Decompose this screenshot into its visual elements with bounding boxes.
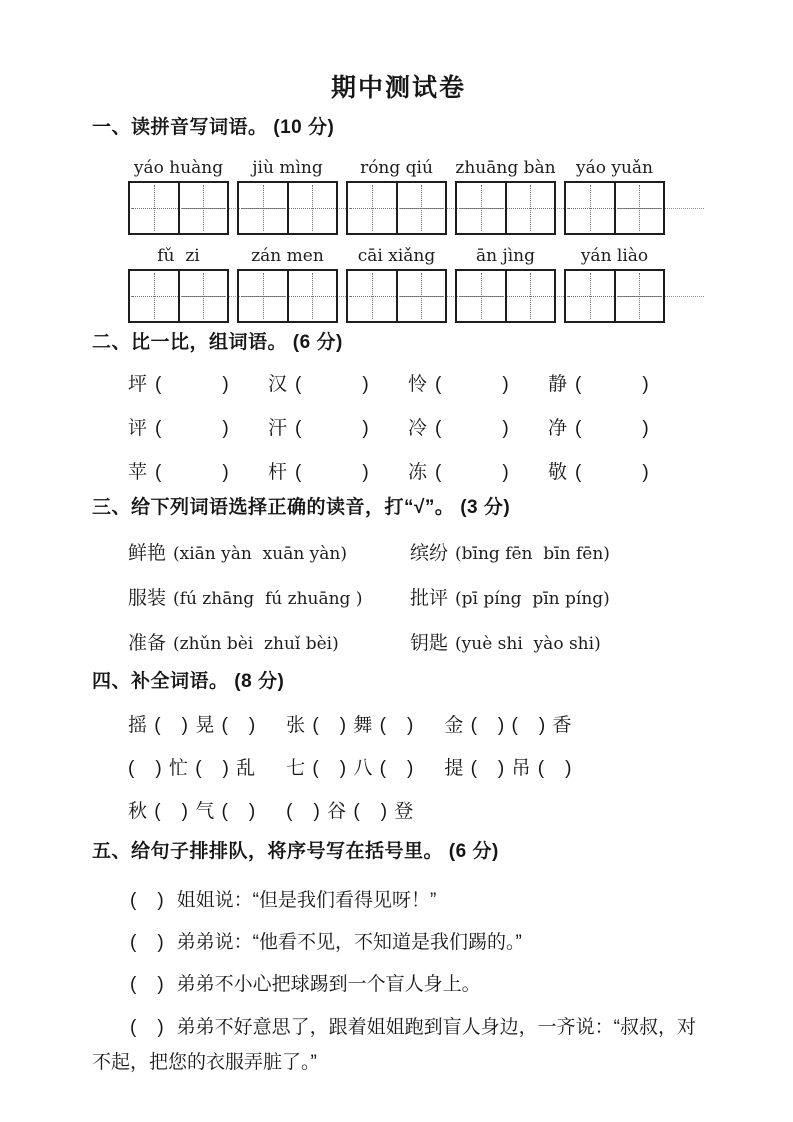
order-blank[interactable]: ( ) xyxy=(130,890,165,912)
compare-char: 杆 xyxy=(268,462,288,484)
pinyin-write-group xyxy=(237,157,338,235)
answer-blank[interactable]: ( ) xyxy=(435,462,510,484)
pronunciation-item xyxy=(410,538,705,565)
pronunciation-item xyxy=(410,628,705,655)
writing-cell[interactable] xyxy=(130,271,178,321)
idiom-rows xyxy=(128,710,705,823)
pinyin-label: ān jìng xyxy=(475,245,536,266)
writing-cell[interactable] xyxy=(239,183,287,233)
pronunciation-grid xyxy=(128,538,705,655)
compare-word-item xyxy=(548,369,688,396)
writing-cell[interactable] xyxy=(287,271,337,321)
compare-char: 坪 xyxy=(128,374,148,396)
page-title: 期中测试卷 xyxy=(330,74,466,102)
writing-box[interactable] xyxy=(128,181,229,235)
pronunciation-options[interactable]: (bīng fēn bīn fēn) xyxy=(455,543,610,564)
pinyin-write-group xyxy=(455,157,556,235)
pronunciation-options[interactable]: (yuè shi yào shi) xyxy=(455,633,601,654)
order-blank[interactable]: ( ) xyxy=(130,1016,165,1038)
idiom-blank-group[interactable]: 秋 ( ) 气 ( ) xyxy=(128,800,257,822)
section-complete-idioms xyxy=(92,669,705,823)
writing-box[interactable] xyxy=(564,181,665,235)
writing-cell[interactable] xyxy=(614,271,664,321)
section-compare-form-words xyxy=(92,330,705,485)
idiom-blank-group[interactable]: 提 ( ) 吊 ( ) xyxy=(444,757,573,779)
word: 服装 xyxy=(128,587,167,609)
writing-box[interactable] xyxy=(237,269,338,323)
section-choose-pronunciation xyxy=(92,495,705,655)
pinyin-label: fǔ zi xyxy=(157,245,200,266)
compare-word-item xyxy=(268,457,408,484)
writing-cell[interactable] xyxy=(348,183,396,233)
idiom-row xyxy=(128,753,705,780)
compare-char: 敬 xyxy=(548,462,568,484)
writing-cell[interactable] xyxy=(130,183,178,233)
sentence-item xyxy=(92,925,705,960)
answer-blank[interactable]: ( ) xyxy=(295,418,370,440)
sentence-item xyxy=(92,967,705,1002)
idiom-row xyxy=(128,710,705,737)
compare-char: 冻 xyxy=(408,462,428,484)
compare-char: 冷 xyxy=(408,418,428,440)
pinyin-label: yáo yuǎn xyxy=(575,157,653,178)
writing-box[interactable] xyxy=(455,269,556,323)
pinyin-label: yán liào xyxy=(580,245,649,266)
writing-cell[interactable] xyxy=(457,271,505,321)
answer-blank[interactable]: ( ) xyxy=(295,374,370,396)
pinyin-write-group xyxy=(128,245,229,323)
pinyin-label: cāi xiǎng xyxy=(357,245,436,266)
section-read-pinyin-write-words xyxy=(92,115,705,323)
answer-blank[interactable]: ( ) xyxy=(575,418,650,440)
pronunciation-options[interactable]: (xiān yàn xuān yàn) xyxy=(173,543,347,564)
word: 钥匙 xyxy=(410,632,449,654)
idiom-blank-group[interactable]: ( ) 忙 ( ) 乱 xyxy=(128,757,257,779)
word: 准备 xyxy=(128,632,167,654)
pinyin-label: zhuāng bàn xyxy=(455,157,556,178)
section-one-heading: 一、读拼音写词语。 (10 分) xyxy=(92,117,335,138)
pinyin-write-group xyxy=(128,157,229,235)
writing-box[interactable] xyxy=(346,181,447,235)
word: 缤纷 xyxy=(410,542,449,564)
sentence-text: 弟弟不好意思了，跟着姐姐跑到盲人身边，一齐说：“叔叔，对不起，把您的衣服弄脏了。” xyxy=(92,1016,696,1073)
pinyin-write-group xyxy=(564,157,665,235)
sentence-text: 弟弟不小心把球踢到一个盲人身上。 xyxy=(176,974,481,996)
answer-blank[interactable]: ( ) xyxy=(575,462,650,484)
sentence-item xyxy=(92,1010,705,1080)
answer-blank[interactable]: ( ) xyxy=(295,462,370,484)
writing-cell[interactable] xyxy=(287,183,337,233)
writing-cell[interactable] xyxy=(396,183,446,233)
writing-cell[interactable] xyxy=(396,271,446,321)
section-two-heading: 二、比一比，组词语。 (6 分) xyxy=(92,331,343,353)
pronunciation-options[interactable]: (pī píng pīn píng) xyxy=(455,588,610,609)
pinyin-grid-row-2 xyxy=(128,245,705,323)
compare-word-item xyxy=(128,413,268,440)
compare-word-item xyxy=(408,369,548,396)
section-three-heading: 三、给下列词语选择正确的读音，打“√”。 (3 分) xyxy=(92,497,511,519)
writing-cell[interactable] xyxy=(239,271,287,321)
writing-box[interactable] xyxy=(455,181,556,235)
writing-box[interactable] xyxy=(237,181,338,235)
writing-box[interactable] xyxy=(564,269,665,323)
idiom-blank-group[interactable]: 张 ( ) 舞 ( ) xyxy=(286,714,415,736)
idiom-blank-group[interactable]: ( ) 谷 ( ) 登 xyxy=(286,800,415,822)
writing-cell[interactable] xyxy=(348,271,396,321)
answer-blank[interactable]: ( ) xyxy=(435,418,510,440)
section-order-sentences xyxy=(92,839,705,1080)
compare-word-item xyxy=(408,457,548,484)
compare-word-item xyxy=(268,413,408,440)
idiom-blank-group[interactable]: 摇 ( ) 晃 ( ) xyxy=(128,714,257,736)
sentence-text: 姐姐说：“但是我们看得见呀！” xyxy=(176,890,437,912)
section-four-heading: 四、补全词语。 (8 分) xyxy=(92,670,285,692)
writing-box[interactable] xyxy=(128,269,229,323)
writing-cell[interactable] xyxy=(178,271,228,321)
compare-char: 苹 xyxy=(128,462,148,484)
compare-word-item xyxy=(128,457,268,484)
pinyin-write-group xyxy=(346,157,447,235)
compare-word-item xyxy=(128,369,268,396)
writing-box[interactable] xyxy=(346,269,447,323)
answer-blank[interactable]: ( ) xyxy=(575,374,650,396)
pinyin-write-group xyxy=(346,245,447,323)
pinyin-write-group xyxy=(237,245,338,323)
compare-word-item xyxy=(548,413,688,440)
sentence-item xyxy=(92,883,705,918)
pinyin-grid-row-1 xyxy=(128,157,705,235)
pinyin-label: zán men xyxy=(251,245,324,266)
idiom-row xyxy=(128,796,705,823)
writing-cell[interactable] xyxy=(566,183,614,233)
pinyin-label: róng qiú xyxy=(360,157,433,178)
order-blank[interactable]: ( ) xyxy=(130,932,165,954)
writing-cell[interactable] xyxy=(178,183,228,233)
compare-word-item xyxy=(268,369,408,396)
idiom-blank-group[interactable]: 七 ( ) 八 ( ) xyxy=(286,757,415,779)
writing-cell[interactable] xyxy=(457,183,505,233)
pronunciation-item xyxy=(128,583,410,610)
answer-blank[interactable]: ( ) xyxy=(435,374,510,396)
writing-cell[interactable] xyxy=(505,271,555,321)
section-five-heading: 五、给句子排排队，将序号写在括号里。 (6 分) xyxy=(92,840,499,862)
compare-char: 净 xyxy=(548,418,568,440)
compare-words-grid xyxy=(128,369,688,484)
pronunciation-item xyxy=(410,583,705,610)
pronunciation-options[interactable]: (zhǔn bèi zhuǐ bèi) xyxy=(173,633,339,654)
word: 批评 xyxy=(410,587,449,609)
answer-blank[interactable]: ( ) xyxy=(155,418,230,440)
answer-blank[interactable]: ( ) xyxy=(155,462,230,484)
compare-char: 汗 xyxy=(268,418,288,440)
word: 鲜艳 xyxy=(128,542,167,564)
pronunciation-item xyxy=(128,628,410,655)
compare-char: 评 xyxy=(128,418,148,440)
answer-blank[interactable]: ( ) xyxy=(155,374,230,396)
pronunciation-options[interactable]: (fú zhāng fú zhuāng ) xyxy=(173,588,363,609)
writing-cell[interactable] xyxy=(505,183,555,233)
compare-word-item xyxy=(408,413,548,440)
pinyin-label: jiù mìng xyxy=(252,157,323,178)
compare-char: 静 xyxy=(548,374,568,396)
sentence-list xyxy=(92,883,705,1080)
writing-cell[interactable] xyxy=(566,271,614,321)
pinyin-label: yáo huàng xyxy=(133,157,224,178)
compare-char: 汉 xyxy=(268,374,288,396)
order-blank[interactable]: ( ) xyxy=(130,974,165,996)
sentence-text: 弟弟说：“他看不见，不知道是我们踢的。” xyxy=(176,932,522,954)
writing-cell[interactable] xyxy=(614,183,664,233)
pronunciation-item xyxy=(128,538,410,565)
compare-char: 怜 xyxy=(408,374,428,396)
pinyin-write-group xyxy=(455,245,556,323)
compare-word-item xyxy=(548,457,688,484)
idiom-blank-group[interactable]: 金 ( ) ( ) 香 xyxy=(444,714,573,736)
pinyin-write-group xyxy=(564,245,665,323)
